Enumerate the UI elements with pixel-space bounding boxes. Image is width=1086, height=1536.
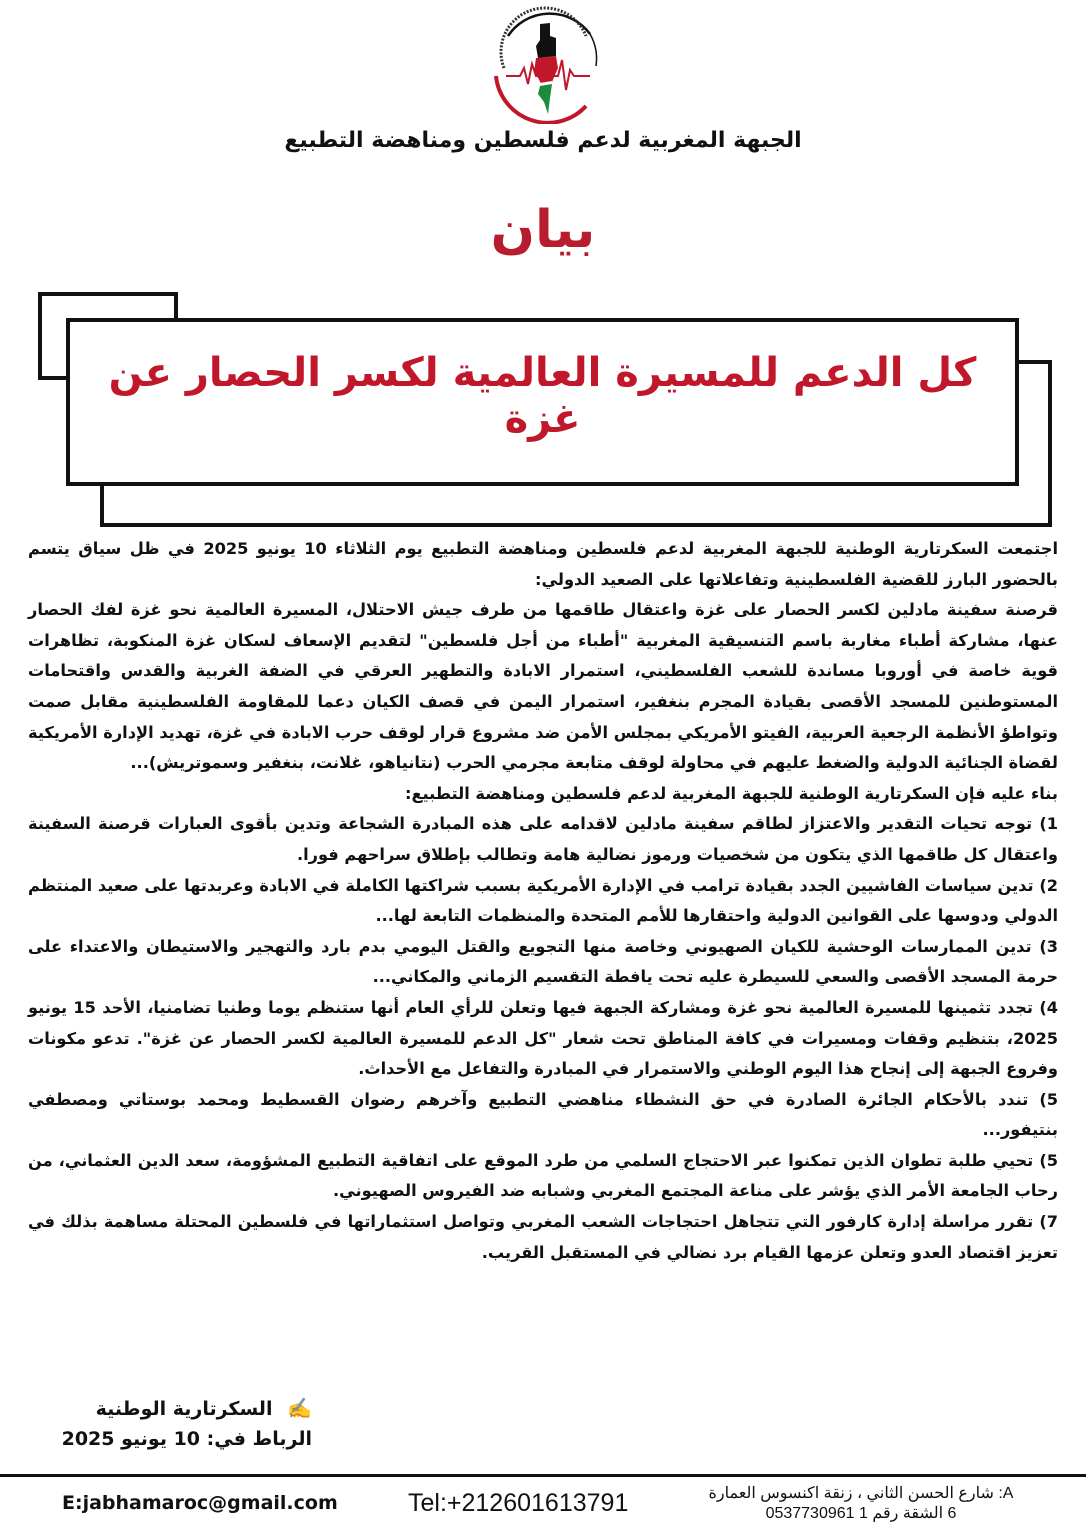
writing-hand-icon: ✍️	[287, 1396, 312, 1420]
footer-phone[interactable]: Tel:+212601613791	[408, 1489, 629, 1517]
point-item: 4) تجدد تثمينها للمسيرة العالمية نحو غزة ومشاركة الجبهة فيها وتعلن للرأي العام أنها ستنظم يوما وطنيا تضامنيا، الأحد 15 يونيو 2025، بتنظيم وقفات ومسيرات في كافة المناطق تحت شعار "كل الدعم للمسيرة العالمية لكسر الحصار عن غزة". تدعو مكونات وفروع الجبهة إلى إنجاح هذا اليوم الوطني والاستمرار في المبادرة والتفاعل مع الأحداث.	[28, 997, 1058, 1079]
headline-box	[66, 318, 1019, 486]
signer-line	[52, 1393, 312, 1424]
organization-name: الجبهة المغربية لدعم فلسطين ومناهضة التطبيع	[284, 128, 802, 153]
footer-email[interactable]: E:jabhamaroc@gmail.com	[62, 1492, 338, 1514]
signer-name: السكرتارية الوطنية	[95, 1398, 273, 1420]
address-line-2: 6 الشقة رقم 1 0537730961	[765, 1505, 957, 1522]
point-item: 7) تقرر مراسلة إدارة كارفور التي تتجاهل احتجاجات الشعب المغربي وتواصل استثماراتها في فلسطين المحتلة مساهمة بذلك في تعزيز اقتصاد العدو وتعلن عزمها القيام برد نضالي في المستقبل القريب.	[28, 1212, 1058, 1262]
statement-heading: بيان	[490, 200, 596, 260]
place-date: الرباط في: 10 يونيو 2025	[61, 1428, 312, 1450]
context-paragraph: قرصنة سفينة مادلين لكسر الحصار على غزة واعتقال طاقمها من طرف جيش الاحتلال، المسيرة العالمية نحو غزة لفك الحصار عنها، مشاركة أطباء مغاربة باسم التنسيقية المغربية "أطباء من أجل فلسطين" لتقديم الإسعاف لسكان غزة المنكوبة، تظاهرات قوية خاصة في أوروبا مساندة للشعب الفلسطيني، استمرار الابادة والتطهير العرقي في الضفة الغربية والقدس واقتحامات المستوطنين للمسجد الأقصى بقيادة المجرم بنغفير، استمرار اليمن في قصف الكيان دعما للمقاومة الفلسطينية مقابل صمت وتواطؤ الأنظمة الرجعية العربية، الفيتو الأمريكي بمجلس الأمن ضد مشروع قرار لوقف حرب الابادة في غزة، تهديد الإدارة الأمريكية لقضاة الجنائية الدولية والضغط عليهم في محاولة لوقف متابعة مجرمي الحرب (نتانياهو، غلانت، بنغفير وسموتريش)...	[28, 600, 1058, 773]
footer-address	[676, 1484, 1046, 1524]
intro-paragraph: اجتمعت السكرتارية الوطنية للجبهة المغربية لدعم فلسطين ومناهضة التطبيع يوم الثلاثاء 10 يونيو 2025 في ظل سياق يتسم بالحضور البارز للقضية الفلسطينية وتفاعلاتها على الصعيد الدولي:	[28, 539, 1058, 589]
point-item: 3) تدين الممارسات الوحشية للكيان الصهيوني وخاصة منها التجويع والقتل اليومي بدم بارد والتهجير والاستيطان والاعتداء على حرمة المسجد الأقصى والسعي للسيطرة عليه تحت يافطة التقسيم الزماني والمكاني...	[28, 936, 1058, 987]
point-item: 5) تحيي طلبة تطوان الذين تمكنوا عبر الاحتجاج السلمي من طرد الموقع على اتفاقية التطبيع المشؤومة، سعد الدين العثماني، من رحاب الجامعة الأمر الذي يؤشر على مناعة المجتمع المغربي وشبابه ضد الفيروس الصهيوني.	[28, 1150, 1058, 1201]
address-line-1: A: شارع الحسن الثاني ، زنقة اكنسوس العمارة	[708, 1485, 1014, 1502]
headline: كل الدعم للمسيرة العالمية لكسر الحصار عن غزة	[108, 350, 977, 442]
footer-divider	[0, 1474, 1086, 1477]
statement-body	[28, 534, 1058, 1268]
point-item: 1) توجه تحيات التقدير والاعتزاز لطاقم سفينة مادلين لاقدامه على هذه المبادرة الشجاعة وتدين بأقوى العبارات قرصنة السفينة واعتقال كل طاقمها الذي يتكون من شخصيات ورموز نضالية هامة وتطالب بإطلاق سراحهم فورا.	[28, 814, 1058, 864]
palestine-map-heartbeat-icon	[486, 6, 606, 124]
point-item: 2) تدين سياسات الفاشيين الجدد بقيادة ترامب في الإدارة الأمريكية بسبب شراكتها الكاملة في الابادة وعربدتها على صعيد المنتظم الدولي ودوسها على القوانين الدولية واحتقارها للأمم المتحدة والمنظمات التابعة لها...	[28, 875, 1058, 926]
point-item: 5) تندد بالأحكام الجائرة الصادرة في حق النشطاء مناهضي التطبيع وآخرهم رضوان القسطيط ومحمد بوستاتي ومصطفي بنتيفور...	[28, 1089, 1058, 1140]
organization-logo	[486, 6, 606, 124]
signature-block	[52, 1393, 312, 1454]
lead-in-paragraph: بناء عليه فإن السكرتارية الوطنية للجبهة المغربية لدعم فلسطين ومناهضة التطبيع:	[405, 783, 1058, 803]
